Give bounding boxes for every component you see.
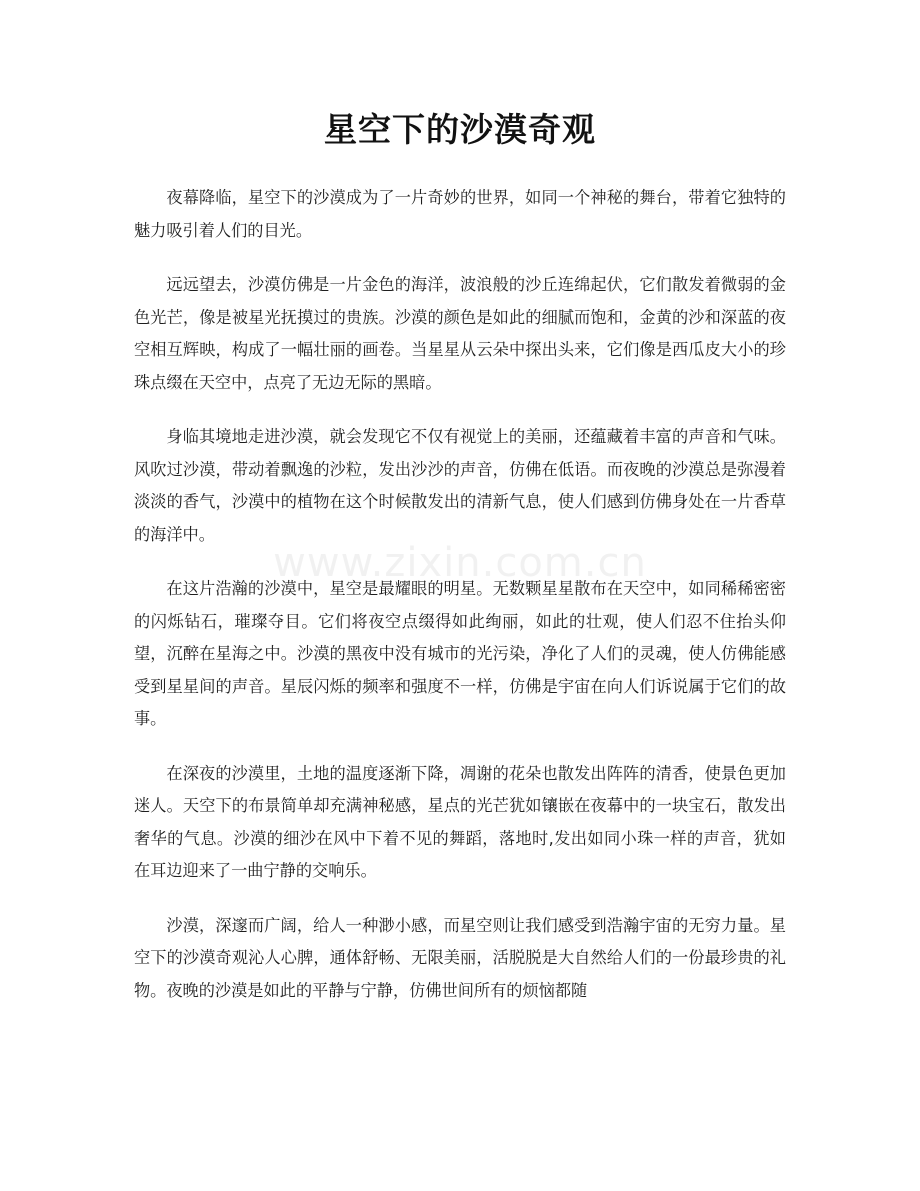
paragraph-1: 夜幕降临，星空下的沙漠成为了一片奇妙的世界，如同一个神秘的舞台，带着它独特的魅力吸引着人们的目光。	[134, 188, 786, 240]
watermark-text: www.zixin.com.cn	[273, 540, 647, 586]
paragraph-5: 在深夜的沙漠里，土地的温度逐渐下降，凋谢的花朵也散发出阵阵的清香，使景色更加迷人。天空下的布景简单却充满神秘感，星点的光芒犹如镶嵌在夜幕中的一块宝石，散发出奢华的气息。沙漠的细沙在风中下着不见的舞蹈，落地时,发出如同小珠一样的声音，犹如在耳边迎来了一曲宁静的交响乐。	[134, 763, 786, 880]
paragraph-3: 身临其境地走进沙漠，就会发现它不仅有视觉上的美丽，还蕴藏着丰富的声音和气味。风吹过沙漠，带动着飘逸的沙粒，发出沙沙的声音，仿佛在低语。而夜晚的沙漠总是弥漫着淡淡的香气，沙漠中的植物在这个时候散发出的清新气息，使人们感到仿佛身处在一片香草的海洋中。	[134, 427, 786, 544]
paragraph-6: 沙漠，深邃而广阔，给人一种渺小感，而星空则让我们感受到浩瀚宇宙的无穷力量。星空下的沙漠奇观沁人心脾，通体舒畅、无限美丽，活脱脱是大自然给人们的一份最珍贵的礼物。夜晚的沙漠是如此的平静与宁静，仿佛世间所有的烦恼都随	[134, 915, 786, 1000]
paragraph-4: 在这片浩瀚的沙漠中，星空是最耀眼的明星。无数颗星星散布在天空中，如同稀稀密密的闪烁钻石，璀璨夺目。它们将夜空点缀得如此绚丽，如此的壮观，使人们忍不住抬头仰望，沉醉在星海之中。沙漠的黑夜中没有城市的光污染，净化了人们的灵魂，使人仿佛能感受到星星间的声音。星辰闪烁的频率和强度不一样，仿佛是宇宙在向人们诉说属于它们的故事。	[134, 579, 786, 728]
page-title: 星空下的沙漠奇观	[324, 110, 596, 149]
document-body	[134, 182, 786, 1029]
paragraph-2: 远远望去，沙漠仿佛是一片金色的海洋，波浪般的沙丘连绵起伏，它们散发着微弱的金色光芒，像是被星光抚摸过的贵族。沙漠的颜色是如此的细腻而饱和，金黄的沙和深蓝的夜空相互辉映，构成了一幅壮丽的画卷。当星星从云朵中探出头来，它们像是西瓜皮大小的珍珠点缀在天空中，点亮了无边无际的黑暗。	[134, 275, 786, 392]
